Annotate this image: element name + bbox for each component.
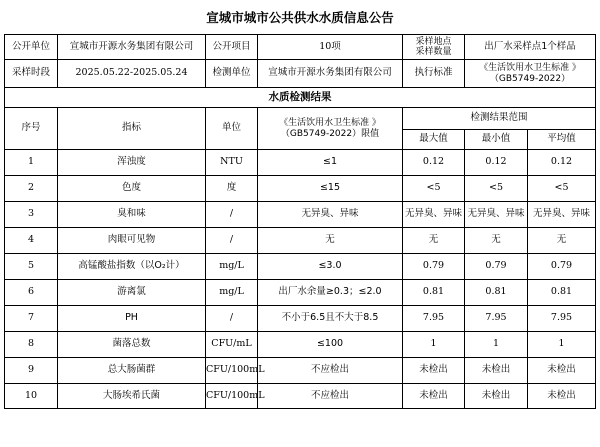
row-min: 1 — [465, 332, 528, 358]
row-limit: ≤100 — [258, 332, 403, 358]
time-value: 2025.05.22-2025.05.24 — [58, 60, 206, 88]
row-seq: 5 — [5, 254, 58, 280]
row-seq: 7 — [5, 306, 58, 332]
row-unit: CFU/100mL — [206, 384, 258, 409]
header-row-1 — [5, 108, 596, 130]
row-max: 无 — [403, 228, 465, 254]
time-label: 采样时段 — [5, 60, 58, 88]
row-seq: 3 — [5, 202, 58, 228]
header-seq: 序号 — [5, 108, 58, 150]
row-indicator: 肉眼可见物 — [58, 228, 206, 254]
row-unit: CFU/mL — [206, 332, 258, 358]
row-avg: 未检出 — [528, 358, 596, 384]
row-limit: 出厂水余量≥0.3；≤2.0 — [258, 280, 403, 306]
row-min: 7.95 — [465, 306, 528, 332]
row-seq: 1 — [5, 150, 58, 176]
section-title: 水质检测结果 — [5, 88, 596, 108]
row-max: 1 — [403, 332, 465, 358]
row-indicator: 臭和味 — [58, 202, 206, 228]
row-max: 无异臭、异味 — [403, 202, 465, 228]
table-row — [5, 384, 596, 409]
row-seq: 2 — [5, 176, 58, 202]
row-avg: 0.81 — [528, 280, 596, 306]
row-avg: 1 — [528, 332, 596, 358]
row-limit: ≤3.0 — [258, 254, 403, 280]
table-row — [5, 280, 596, 306]
row-min: <5 — [465, 176, 528, 202]
unit-value: 宣城市开源水务集团有限公司 — [58, 35, 206, 60]
row-unit: CFU/100mL — [206, 358, 258, 384]
row-min: 0.81 — [465, 280, 528, 306]
row-indicator: 浑浊度 — [58, 150, 206, 176]
table-row — [5, 306, 596, 332]
row-avg: 未检出 — [528, 384, 596, 409]
row-indicator: 高锰酸盐指数（以O₂计） — [58, 254, 206, 280]
row-unit: 度 — [206, 176, 258, 202]
row-limit: ≤1 — [258, 150, 403, 176]
row-unit: / — [206, 202, 258, 228]
row-avg: 0.12 — [528, 150, 596, 176]
row-indicator: 游离氯 — [58, 280, 206, 306]
row-min: 0.12 — [465, 150, 528, 176]
test-unit-value: 宣城市开源水务集团有限公司 — [258, 60, 403, 88]
row-limit: 不应检出 — [258, 384, 403, 409]
sample-location-value: 出厂水采样点1个样品 — [465, 35, 596, 60]
row-min: 未检出 — [465, 384, 528, 409]
test-unit-label: 检测单位 — [206, 60, 258, 88]
row-unit: / — [206, 228, 258, 254]
header-unit: 单位 — [206, 108, 258, 150]
row-seq: 9 — [5, 358, 58, 384]
header-indicator: 指标 — [58, 108, 206, 150]
table-row — [5, 254, 596, 280]
row-max: 0.81 — [403, 280, 465, 306]
row-indicator: 总大肠菌群 — [58, 358, 206, 384]
row-indicator: PH — [58, 306, 206, 332]
table-row — [5, 228, 596, 254]
row-indicator: 大肠埃希氏菌 — [58, 384, 206, 409]
row-limit: 无 — [258, 228, 403, 254]
row-min: 未检出 — [465, 358, 528, 384]
standard-value: 《生活饮用水卫生标准 》 （GB5749-2022） — [465, 60, 596, 88]
row-max: 未检出 — [403, 358, 465, 384]
row-seq: 6 — [5, 280, 58, 306]
row-max: 0.12 — [403, 150, 465, 176]
info-row-1 — [5, 35, 596, 60]
sample-location-label: 采样地点 采样数量 — [403, 35, 465, 60]
row-seq: 10 — [5, 384, 58, 409]
row-unit: / — [206, 306, 258, 332]
row-avg: 0.79 — [528, 254, 596, 280]
row-limit: 无异臭、异味 — [258, 202, 403, 228]
row-min: 0.79 — [465, 254, 528, 280]
row-max: 0.79 — [403, 254, 465, 280]
standard-label: 执行标准 — [403, 60, 465, 88]
table-row — [5, 202, 596, 228]
table-row — [5, 358, 596, 384]
row-min: 无 — [465, 228, 528, 254]
row-unit: NTU — [206, 150, 258, 176]
row-max: <5 — [403, 176, 465, 202]
row-indicator: 色度 — [58, 176, 206, 202]
row-seq: 8 — [5, 332, 58, 358]
header-avg: 平均值 — [528, 130, 596, 150]
row-min: 无异臭、异味 — [465, 202, 528, 228]
row-limit: ≤15 — [258, 176, 403, 202]
row-avg: <5 — [528, 176, 596, 202]
row-avg: 7.95 — [528, 306, 596, 332]
row-unit: mg/L — [206, 280, 258, 306]
row-limit: 不小于6.5且不大于8.5 — [258, 306, 403, 332]
row-unit: mg/L — [206, 254, 258, 280]
row-max: 未检出 — [403, 384, 465, 409]
table-row — [5, 150, 596, 176]
project-label: 公开项目 — [206, 35, 258, 60]
result-rows — [5, 150, 596, 409]
info-row-2 — [5, 60, 596, 88]
row-seq: 4 — [5, 228, 58, 254]
table-row — [5, 176, 596, 202]
row-indicator: 菌落总数 — [58, 332, 206, 358]
row-avg: 无异臭、异味 — [528, 202, 596, 228]
header-limit: 《生活饮用水卫生标准 》 （GB5749-2022）限值 — [258, 108, 403, 150]
header-min: 最小值 — [465, 130, 528, 150]
table-row — [5, 332, 596, 358]
row-max: 7.95 — [403, 306, 465, 332]
header-max: 最大值 — [403, 130, 465, 150]
project-value: 10项 — [258, 35, 403, 60]
row-limit: 不应检出 — [258, 358, 403, 384]
row-avg: 无 — [528, 228, 596, 254]
document-title: 宣城市城市公共供水水质信息公告 — [206, 10, 394, 25]
header-range: 检测结果范围 — [403, 108, 596, 130]
section-row — [5, 88, 596, 108]
unit-label: 公开单位 — [5, 35, 58, 60]
water-quality-table — [4, 34, 596, 409]
